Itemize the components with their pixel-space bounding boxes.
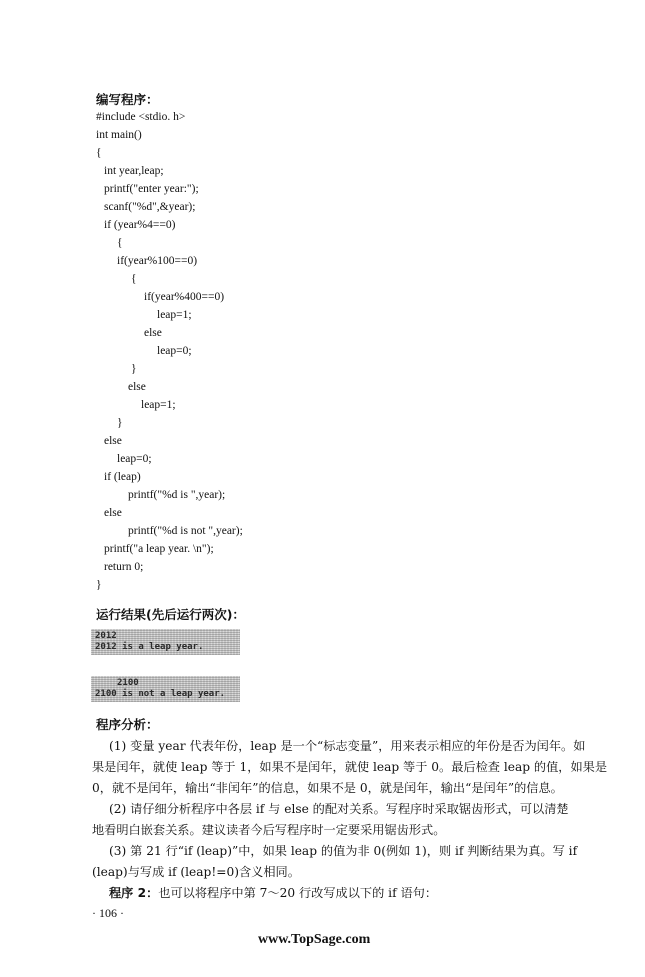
paragraph-line: 0，就不是闰年，输出“非闰年”的信息，如果不是 0，就是闰年，输出“是闰年”的信息。 (92, 781, 563, 795)
heading-write-program: 编写程序： (96, 92, 159, 107)
program2-text: 也可以将程序中第 7～20 行改写成以下的 if 语句： (158, 886, 438, 900)
run-output-line: 2100 is not a leap year. (95, 689, 226, 699)
program2-label: 程序 2： (109, 886, 159, 900)
code-line: } (117, 417, 123, 429)
paragraph-line: (3) 第 21 行“if (leap)”中，如果 leap 的值为非 0(例如 1)，则 if 判断结果为真。写 if (109, 844, 578, 858)
paragraph-line: (2) 请仔细分析程序中各层 if 与 else 的配对关系。写程序时采取锯齿形式，可以清楚 (109, 802, 569, 816)
code-line: return 0; (104, 561, 144, 573)
footer-url: www.TopSage.com (258, 932, 371, 947)
paragraph-line: 果是闰年，就使 leap 等于 1，如果不是闰年，就使 leap 等于 0。最后检查 leap 的值，如果是 (92, 760, 608, 774)
code-line: else (144, 327, 162, 339)
code-line: printf("enter year:"); (104, 183, 199, 195)
run-output-line: 2100 (117, 678, 139, 688)
program2-line (109, 883, 437, 903)
paragraph-line: 地看明白嵌套关系。建议读者今后写程序时一定要采用锯齿形式。 (92, 823, 446, 837)
code-line: leap=1; (157, 309, 192, 321)
code-line: scanf("%d",&year); (104, 201, 196, 213)
code-line: leap=0; (157, 345, 192, 357)
code-line: printf("%d is ",year); (128, 489, 226, 501)
page-number: · 106 · (92, 906, 124, 920)
run-output-line: 2012 is a leap year. (95, 642, 204, 652)
code-line: if (year%4==0) (104, 219, 176, 231)
run-output-screenshot-1 (91, 629, 240, 655)
code-line: printf("a leap year. \n"); (104, 543, 214, 555)
code-line: { (96, 147, 102, 159)
run-output-screenshot-2 (91, 676, 240, 702)
code-line: } (131, 363, 137, 375)
paragraph-line: (leap)与写成 if (leap!=0)含义相同。 (92, 865, 300, 879)
code-line: if(year%400==0) (144, 291, 225, 303)
code-line: int year,leap; (104, 165, 164, 177)
code-line: else (104, 507, 122, 519)
code-line: leap=1; (141, 399, 176, 411)
code-line: if (leap) (104, 471, 141, 483)
code-line: { (117, 237, 123, 249)
code-line: { (131, 273, 137, 285)
code-line: int main() (96, 129, 142, 141)
code-line: else (104, 435, 122, 447)
code-line: leap=0; (117, 453, 152, 465)
code-line: } (96, 579, 102, 591)
code-line: if(year%100==0) (117, 255, 198, 267)
run-output-line: 2012 (95, 631, 117, 641)
code-line: printf("%d is not ",year); (128, 525, 243, 537)
code-line: #include <stdio. h> (96, 111, 186, 123)
code-line: else (128, 381, 146, 393)
paragraph-line: (1) 变量 year 代表年份，leap 是一个“标志变量”，用来表示相应的年份是否为闰年。如 (109, 739, 586, 753)
heading-run-result: 运行结果(先后运行两次)： (96, 607, 245, 622)
heading-program-analysis: 程序分析： (96, 717, 159, 732)
